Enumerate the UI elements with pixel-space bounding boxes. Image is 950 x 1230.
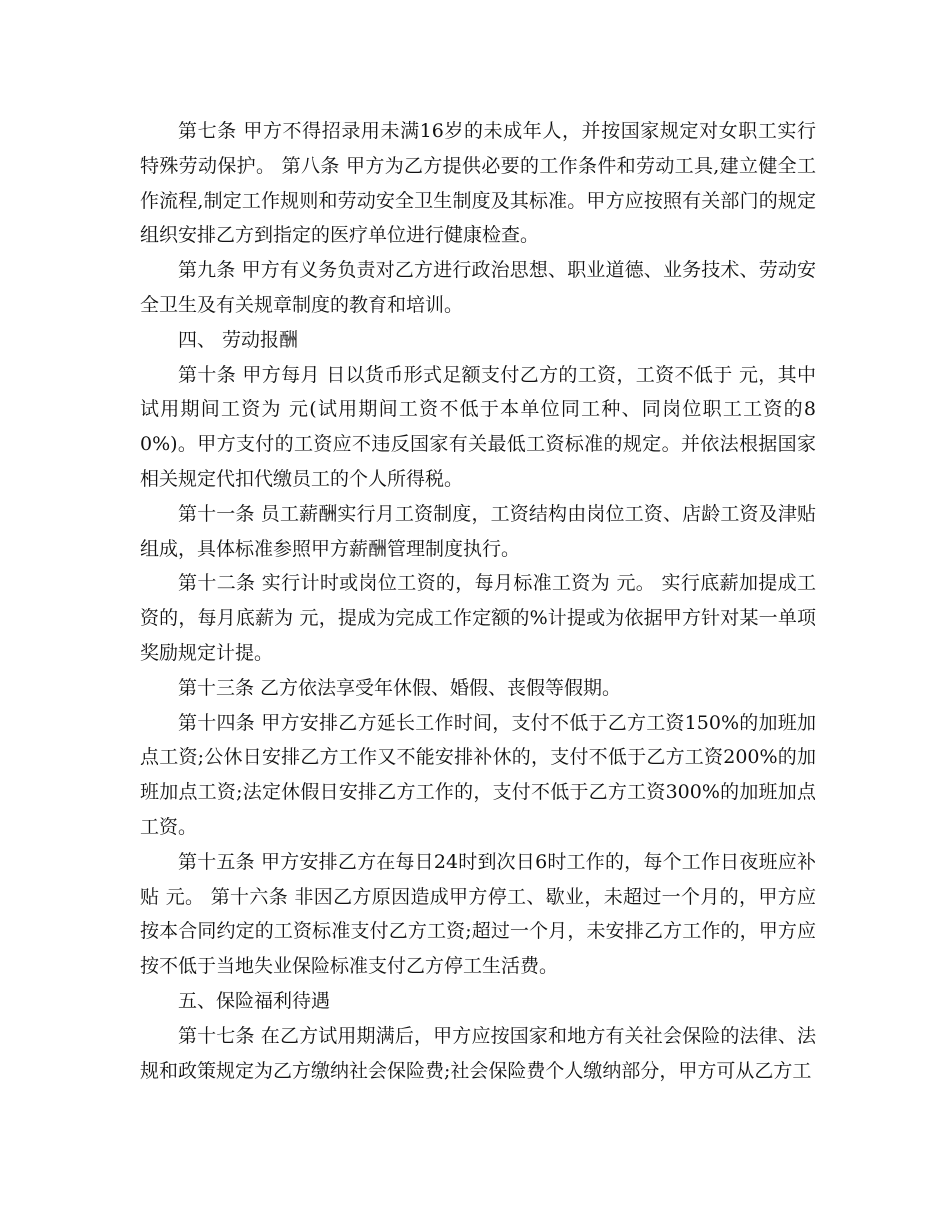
article-7-8-paragraph: 第七条 甲方不得招录用未满16岁的未成年人，并按国家规定对女职工实行特殊劳动保护。 第八条 甲方为乙方提供必要的工作条件和劳动工具,建立健全工作流程,制定工作规则和劳动安全卫生制度及其标准。甲方应按照有关部门的规定组织安排乙方到指定的医疗单位进行健康检查。 (140, 120, 816, 247)
article-10-paragraph: 第十条 甲方每月 日以货币形式足额支付乙方的工资，工资不低于 元，其中试用期间工资为 元(试用期间工资不低于本单位同工种、同岗位职工工资的80%)。甲方支付的工资应不违反国家有关最低工资标准的规定。并依法根据国家相关规定代扣代缴员工的个人所得税。 (140, 363, 816, 490)
section-5-heading: 五、保险福利待遇 (178, 989, 331, 1012)
section-4-heading: 四、 劳动报酬 (178, 328, 299, 351)
article-11-paragraph: 第十一条 员工薪酬实行月工资制度，工资结构由岗位工资、店龄工资及津贴组成，具体标准参照甲方薪酬管理制度执行。 (140, 502, 816, 560)
article-17-paragraph: 第十七条 在乙方试用期满后，甲方应按国家和地方有关社会保险的法律、法规和政策规定为乙方缴纳社会保险费;社会保险费个人缴纳部分，甲方可从乙方工 (140, 1024, 816, 1082)
article-15-16-paragraph: 第十五条 甲方安排乙方在每日24时到次日6时工作的，每个工作日夜班应补贴 元。 第十六条 非因乙方原因造成甲方停工、歇业，未超过一个月的，甲方应按本合同约定的工资标准支付乙方工资;超过一个月，未安排乙方工作的，甲方应按不低于当地失业保险标准支付乙方停工生活费。 (140, 850, 816, 978)
article-14-paragraph: 第十四条 甲方安排乙方延长工作时间，支付不低于乙方工资150%的加班加点工资;公休日安排乙方工作又不能安排补休的，支付不低于乙方工资200%的加班加点工资;法定休假日安排乙方工作的，支付不低于乙方工资300%的加班加点工资。 (140, 711, 816, 838)
document-body (140, 114, 816, 1088)
article-13-paragraph: 第十三条 乙方依法享受年休假、婚假、丧假等假期。 (178, 676, 622, 699)
article-9-paragraph: 第九条 甲方有义务负责对乙方进行政治思想、职业道德、业务技术、劳动安全卫生及有关规章制度的教育和培训。 (140, 259, 816, 316)
article-12-paragraph: 第十二条 实行计时或岗位工资的，每月标准工资为 元。 实行底薪加提成工资的，每月底薪为 元，提成为完成工作定额的%计提或为依据甲方针对某一单项奖励规定计提。 (140, 572, 816, 664)
